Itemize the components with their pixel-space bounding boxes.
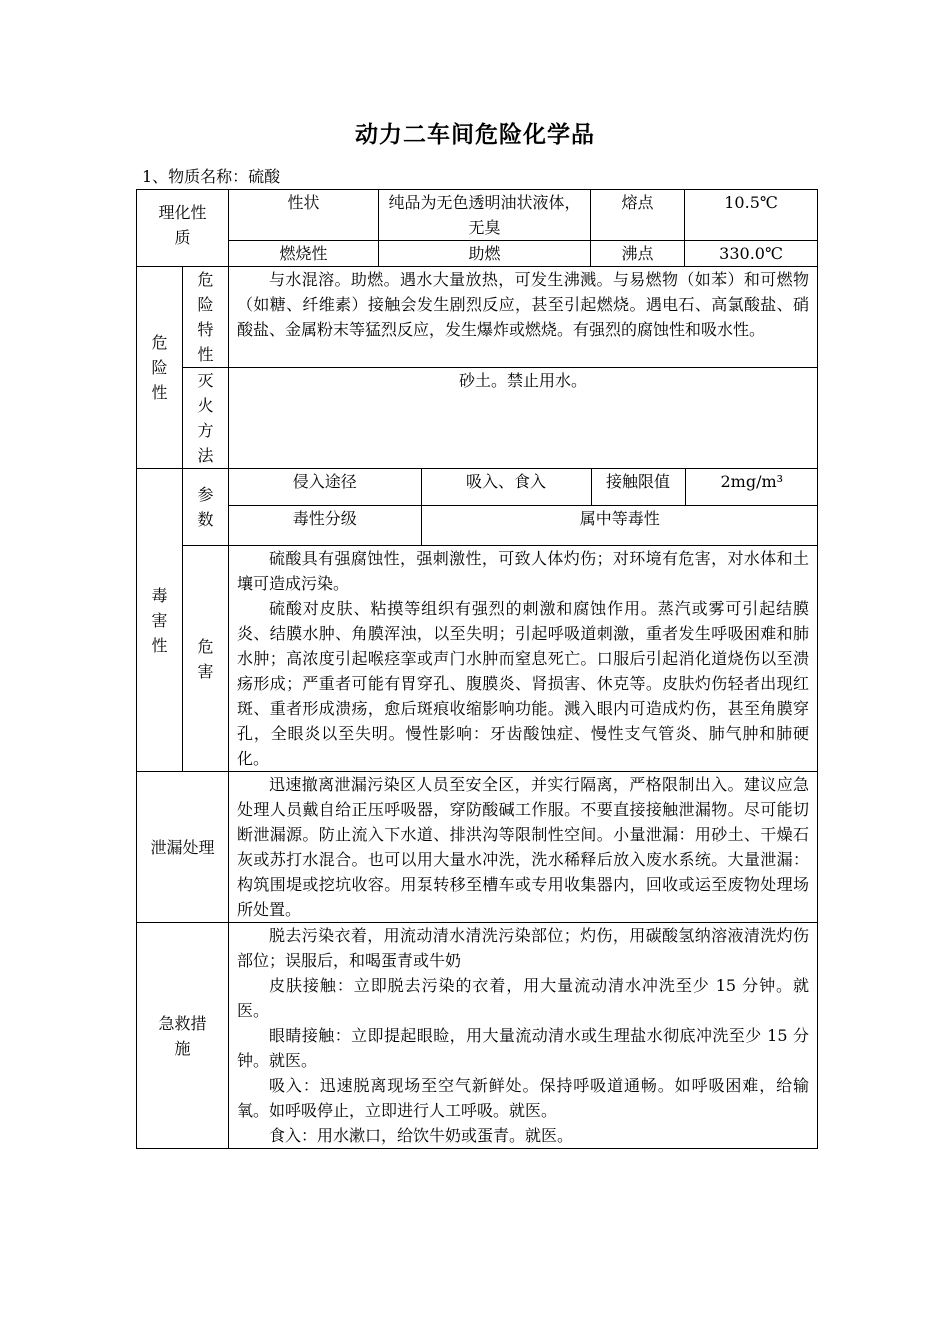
toxicity-grade-label: 毒性分级 [229,505,421,545]
melting-point-label: 熔点 [591,190,685,241]
first-aid-paragraph-1: 脱去污染衣着，用流动清水清洗污染部位；灼伤，用碳酸氢纳溶液清洗灼伤部位；误服后，和喝蛋青或牛奶 [237,926,810,970]
exposure-route-value: 吸入、食入 [421,469,591,505]
toxicity-grade-value: 属中等毒性 [421,505,818,545]
page-title: 动力二车间危险化学品 [355,122,595,148]
boiling-point-label: 沸点 [591,241,685,267]
hazard-info-table [136,189,818,1149]
toxicity-row-2 [137,546,818,772]
harm-paragraph-2: 硫酸对皮肤、粘摸等组织有强烈的刺激和腐蚀作用。蒸汽或雾可引起结膜炎、结膜水肿、角膜浑浊，以至失明；引起呼吸道刺激，重者发生呼吸困难和肺水肿；高浓度引起喉痉挛或声门水肿而窒息死亡。口服后引起消化道烧伤以至溃疡形成；严重者可能有胃穿孔、腹膜炎、肾损害、休克等。皮肤灼伤轻者出现红斑、重者形成溃疡，愈后斑痕收缩影响功能。溅入眼内可造成灼伤，甚至角膜穿孔，全眼炎以至失明。慢性影响：牙齿酸蚀症、慢性支气管炎、肺气肿和肺硬化。 [237,599,810,768]
first-aid-paragraph-4: 吸入：迅速脱离现场至空气新鲜处。保持呼吸道通畅。如呼吸困难，给输氧。如呼吸停止，立即进行人工呼吸。就医。 [237,1076,810,1120]
appearance-label: 性状 [229,190,379,241]
flammability-label: 燃烧性 [229,241,379,267]
first-aid-paragraph-3: 眼睛接触：立即提起眼睑，用大量流动清水或生理盐水彻底冲洗至少 15 分钟。就医。 [237,1026,810,1070]
danger-section-label: 危险性 [137,267,183,469]
fire-fighting-text: 砂土。禁止用水。 [229,368,818,469]
first-aid-cell [229,923,818,1149]
parameters-row-2 [229,505,818,545]
harm-label: 危害 [183,546,229,772]
substance-name: 1、物质名称：硫酸 [142,167,281,186]
hazard-properties-text: 与水混溶。助燃。遇水大量放热，可发生沸溅。与易燃物（如苯）和可燃物（如糖、纤维素）接触会发生剧烈反应，甚至引起燃烧。遇电石、高氯酸盐、硝酸盐、金属粉末等猛烈反应，发生爆炸或燃烧。有强烈的腐蚀性和吸水性。 [237,270,810,339]
appearance-value: 纯品为无色透明油状液体，无臭 [379,190,591,241]
danger-row-2 [137,368,818,469]
parameters-table [229,469,818,545]
phys-row-1 [137,190,818,241]
hazard-properties-cell [229,267,818,368]
exposure-limit-label: 接触限值 [591,469,685,505]
leak-row [137,772,818,923]
exposure-route-label: 侵入途径 [229,469,421,505]
first-aid-section-label: 急救措施 [137,923,229,1149]
hazard-properties-label: 危险特性 [183,267,229,368]
exposure-limit-value: 2mg/m³ [685,469,818,505]
parameters-cell [229,469,818,546]
first-aid-paragraph-5: 食入：用水漱口，给饮牛奶或蛋青。就医。 [269,1126,574,1145]
flammability-value: 助燃 [379,241,591,267]
first-aid-paragraph-2: 皮肤接触：立即脱去污染的衣着，用大量流动清水冲洗至少 15 分钟。就医。 [237,976,810,1020]
toxicity-row-1 [137,469,818,546]
toxicity-section-label: 毒害性 [137,469,183,772]
parameters-row-1 [229,469,818,505]
parameters-label: 参数 [183,469,229,546]
melting-point-value: 10.5℃ [685,190,818,241]
leak-cell [229,772,818,923]
leak-section-label: 泄漏处理 [137,772,229,923]
fire-fighting-label: 灭火方法 [183,368,229,469]
phys-section-label: 理化性质 [137,190,229,267]
leak-text: 迅速撤离泄漏污染区人员至安全区，并实行隔离，严格限制出入。建议应急处理人员戴自给正压呼吸器，穿防酸碱工作服。不要直接接触泄漏物。尽可能切断泄漏源。防止流入下水道、排洪沟等限制性空间。小量泄漏：用砂土、干燥石灰或苏打水混合。也可以用大量水冲洗，洗水稀释后放入废水系统。大量泄漏：构筑围堤或挖坑收容。用泵转移至槽车或专用收集器内，回收或运至废物处理场所处置。 [237,775,810,919]
boiling-point-value: 330.0℃ [685,241,818,267]
first-aid-row [137,923,818,1149]
harm-paragraph-1: 硫酸具有强腐蚀性，强刺激性，可致人体灼伤；对环境有危害，对水体和土壤可造成污染。 [237,549,810,593]
danger-row-1 [137,267,818,368]
phys-row-2 [137,241,818,267]
harm-cell [229,546,818,772]
